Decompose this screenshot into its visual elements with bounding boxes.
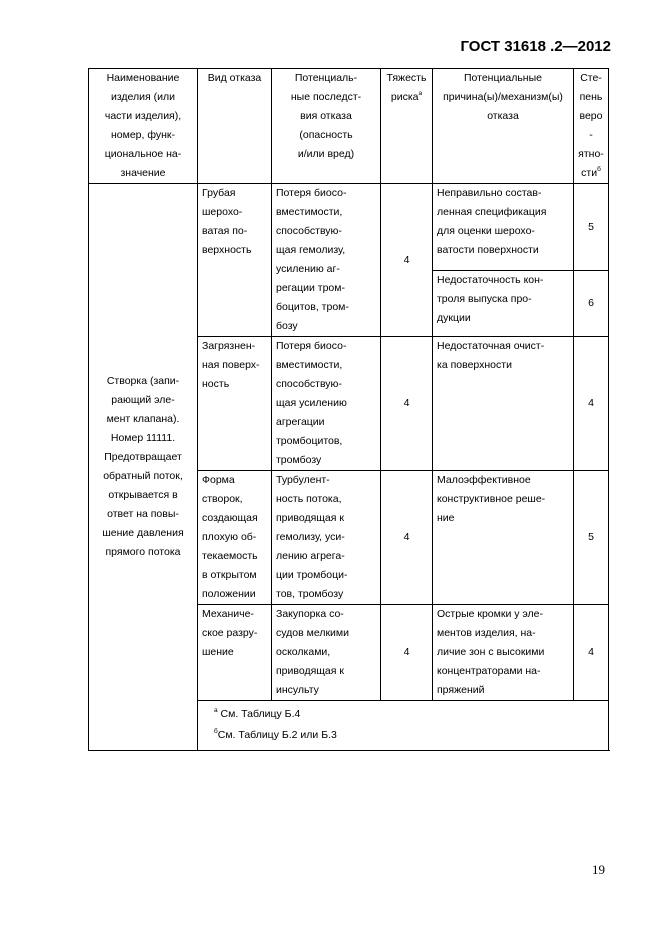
col-header-item: Наименование изделия (или части изделия), номер, функ- циональное на- значение bbox=[89, 69, 198, 184]
probability-value: 4 bbox=[574, 605, 609, 701]
table-footnotes bbox=[198, 701, 609, 751]
page-number: 19 bbox=[592, 862, 605, 877]
probability-value: 6 bbox=[574, 271, 609, 337]
failure-cause: Острые кромки у эле- ментов изделия, на- личие зон с высокими концентраторами на- пряжений bbox=[433, 605, 574, 701]
footnote bbox=[214, 704, 600, 725]
severity-value: 4 bbox=[381, 605, 433, 701]
failure-mode: Форма створок, создающая плохую об- текаемость в открытом положении bbox=[198, 471, 272, 605]
col-header-probability-text: Сте- пень веро- ятно- сти bbox=[578, 72, 604, 179]
severity-value: 4 bbox=[381, 184, 433, 337]
failure-mode: Механиче- ское разру- шение bbox=[198, 605, 272, 701]
probability-footnote-mark: б bbox=[597, 166, 601, 173]
col-header-probability bbox=[574, 69, 609, 184]
footnote-text: См. Таблицу Б.4 bbox=[217, 708, 301, 720]
severity-value: 4 bbox=[381, 337, 433, 471]
failure-mode: Грубая шерохо- ватая по- верхность bbox=[198, 184, 272, 337]
failure-cause: Недостаточность кон- троля выпуска про- дукции bbox=[433, 271, 574, 337]
failure-effect: Потеря биосо- вместимости, способствую- щая гемолизу, усилению аг- регации тром- боцитов, тром- бозу bbox=[272, 184, 381, 337]
footnote-mark: б bbox=[214, 728, 218, 735]
footnote bbox=[214, 725, 600, 746]
probability-value: 5 bbox=[574, 471, 609, 605]
failure-effect: Потеря биосо- вместимости, способствую- щая усилению агрегации тромбоцитов, тромбозу bbox=[272, 337, 381, 471]
footnote-text: См. Таблицу Б.2 или Б.3 bbox=[217, 729, 337, 741]
severity-footnote-mark: а bbox=[418, 90, 423, 97]
footnote-mark: а bbox=[214, 707, 218, 714]
table-row bbox=[89, 184, 609, 271]
severity-value: 4 bbox=[381, 471, 433, 605]
failure-cause: Малоэффективное конструктивное реше- ние bbox=[433, 471, 574, 605]
failure-effect: Турбулент- ность потока, приводящая к гемолизу, уси- лению агрега- ции тромбоци- тов, тромбозу bbox=[272, 471, 381, 605]
col-header-severity-text: Тяжесть риска bbox=[386, 72, 427, 103]
failure-mode: Загрязнен- ная поверх- ность bbox=[198, 337, 272, 471]
probability-value: 4 bbox=[574, 337, 609, 471]
failure-cause: Недостаточная очист- ка поверхности bbox=[433, 337, 574, 471]
failure-cause: Неправильно состав- ленная спецификация для оценки шерохо- ватости поверхности bbox=[433, 184, 574, 271]
probability-value: 5 bbox=[574, 184, 609, 271]
document-header: ГОСТ 31618 .2—2012 bbox=[460, 38, 611, 55]
col-header-effect: Потенциаль- ные последст- вия отказа (опасность и/или вред) bbox=[272, 69, 381, 184]
table-header-row bbox=[89, 69, 609, 184]
col-header-cause: Потенциальные причина(ы)/механизм(ы) отказа bbox=[433, 69, 574, 184]
fmea-table bbox=[88, 68, 609, 751]
col-header-failure-mode: Вид отказа bbox=[198, 69, 272, 184]
item-description: Створка (запи- рающий эле- мент клапана). Номер 11111. Предотвращает обратный поток, открывается в ответ на повы- шение давления прямого потока bbox=[89, 184, 198, 751]
failure-effect: Закупорка со- судов мелкими осколками, приводящая к инсульту bbox=[272, 605, 381, 701]
col-header-severity bbox=[381, 69, 433, 184]
